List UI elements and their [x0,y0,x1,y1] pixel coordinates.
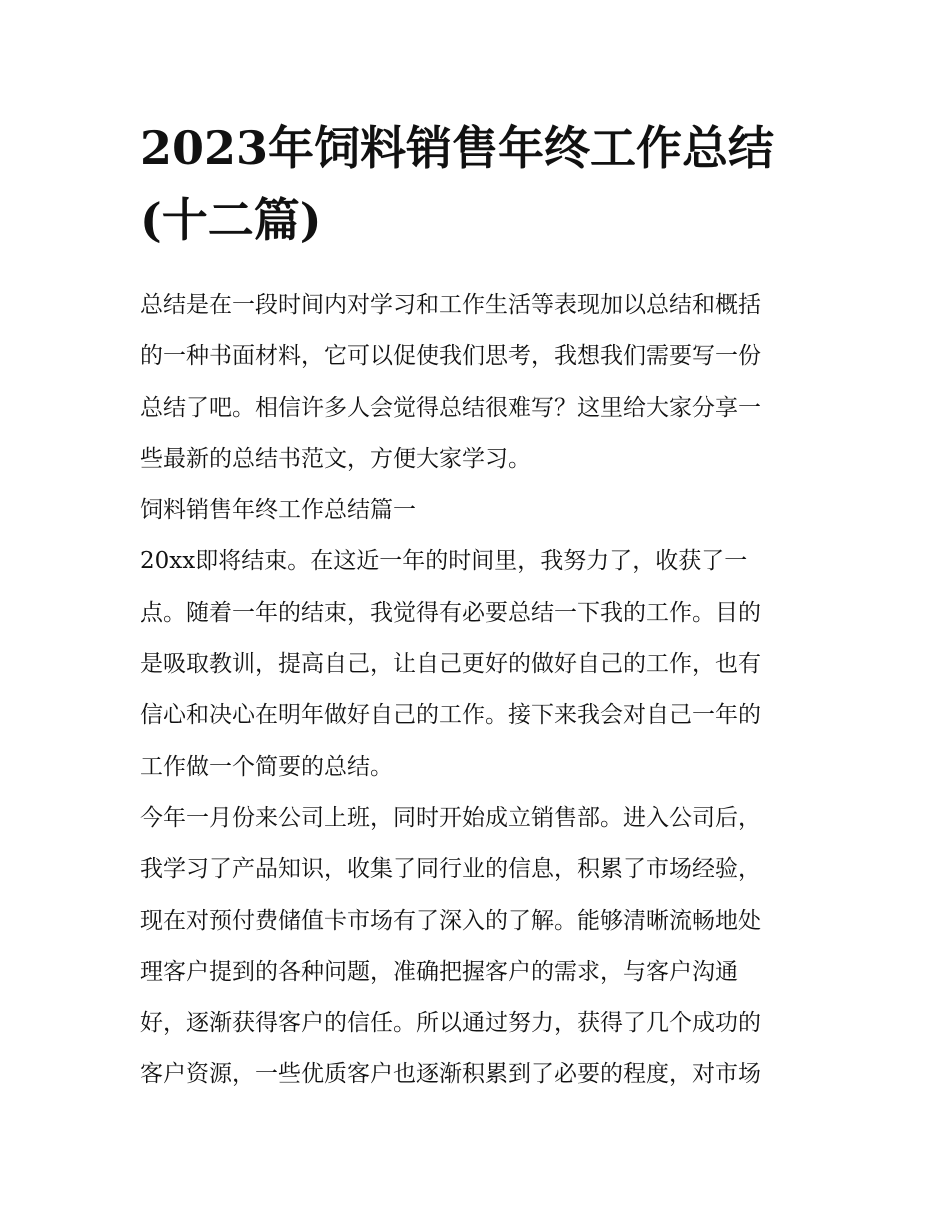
section-heading: 饲料销售年终工作总结篇一 [140,497,416,524]
body-line-14: 理客户提到的各种问题，准确把握客户的需求，与客户沟通 [140,958,738,985]
body-line-12: 我学习了产品知识，收集了同行业的信息，积累了市场经验， [140,856,761,883]
document-body [140,280,820,1101]
body-line-15: 好，逐渐获得客户的信任。所以通过努力，获得了几个成功的 [140,1010,761,1037]
body-line-8: 是吸取教训，提高自己，让自己更好的做好自己的工作，也有 [140,651,761,678]
document-title [140,112,830,256]
body-line-1: 总结是在一段时间内对学习和工作生活等表现加以总结和概括 [140,292,761,318]
title-line-1: 2023年饲料销售年终工作总结 [140,121,775,175]
body-line-6: 20xx即将结束。在这近一年的时间里，我努力了，收获了一 [140,548,748,575]
body-line-7: 点。随着一年的结束，我觉得有必要总结一下我的工作。目的 [140,599,761,626]
title-line-2: (十二篇) [140,193,322,247]
body-line-2: 的一种书面材料，它可以促使我们思考，我想我们需要写一份 [140,343,761,370]
body-line-3: 总结了吧。相信许多人会觉得总结很难写？这里给大家分享一 [140,394,761,421]
body-line-13: 现在对预付费储值卡市场有了深入的了解。能够清晰流畅地处 [140,907,761,934]
body-line-11: 今年一月份来公司上班，同时开始成立销售部。进入公司后， [140,804,761,831]
body-line-16: 客户资源，一些优质客户也逐渐积累到了必要的程度，对市场 [140,1061,761,1088]
body-line-4: 些最新的总结书范文，方便大家学习。 [140,445,531,472]
body-line-10: 工作做一个简要的总结。 [140,753,393,780]
body-line-9: 信心和决心在明年做好自己的工作。接下来我会对自己一年的 [140,702,761,729]
